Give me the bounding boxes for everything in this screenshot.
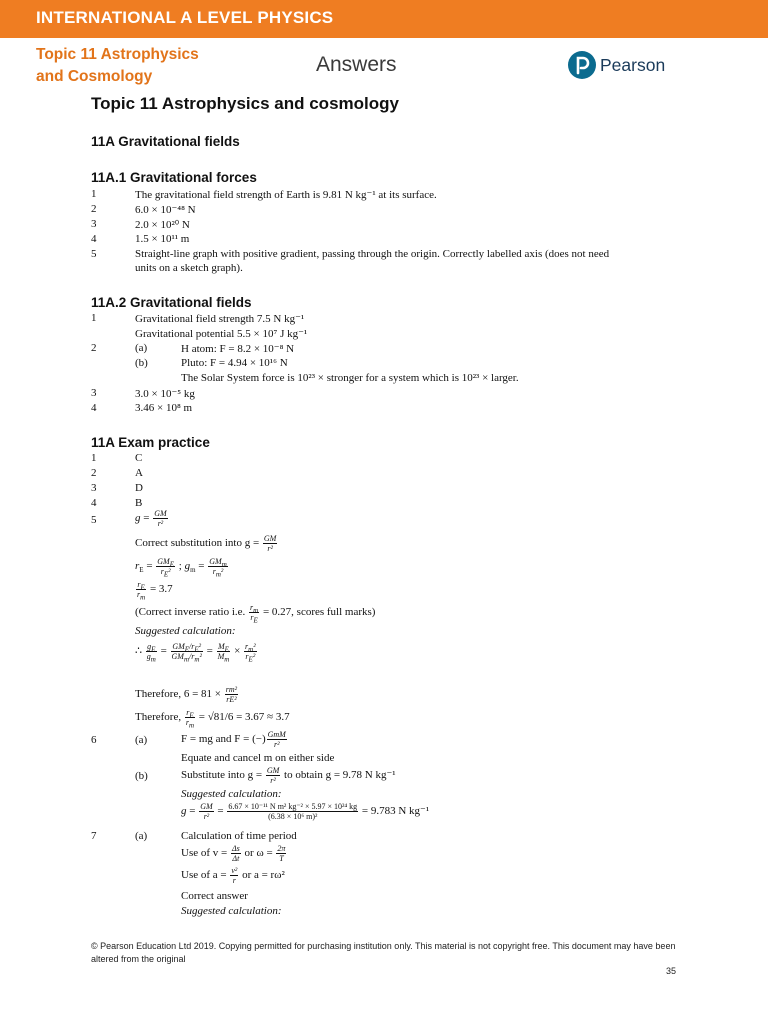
answer-text: Calculation of time period bbox=[181, 830, 297, 842]
topic-heading bbox=[36, 44, 199, 88]
therefore-line-1: Therefore, 6 = 81 × $\frac{\text{rm²}}{\text{rE²}}$ bbox=[135, 685, 238, 704]
item-number: 5 bbox=[91, 514, 97, 526]
item-number: 1 bbox=[91, 188, 97, 200]
item-number: 4 bbox=[91, 402, 97, 414]
publisher-name: Pearson bbox=[600, 54, 666, 75]
item-number: 4 bbox=[91, 497, 97, 509]
answer-text: H atom: F = 8.2 × 10⁻⁸ N bbox=[181, 343, 295, 355]
answer-text: Gravitational potential 5.5 × 10⁷ J kg⁻¹ bbox=[135, 328, 308, 340]
item-number: 1 bbox=[91, 452, 97, 464]
item-number: 1 bbox=[91, 312, 97, 324]
answer-text: Pluto: F = 4.94 × 10¹⁶ N bbox=[181, 357, 288, 369]
answer-text: 2.0 × 10²⁰ N bbox=[135, 219, 190, 231]
answer-text: A bbox=[135, 467, 143, 479]
section-heading: 11A Gravitational fields bbox=[91, 134, 240, 149]
item-number: 3 bbox=[91, 482, 97, 494]
answer-text: B bbox=[135, 497, 143, 509]
answers-label: Answers bbox=[316, 53, 397, 76]
answer-note: The Solar System force is 10²³ × stronger for a system which is 10²³ × larger. bbox=[181, 372, 519, 384]
suggested-calc-label: Suggested calculation: bbox=[181, 788, 282, 800]
answer-text: 1.5 × 10¹¹ m bbox=[135, 233, 190, 245]
suggested-calc-label: Suggested calculation: bbox=[181, 905, 282, 917]
answer-text: Gravitational field strength 7.5 N kg⁻¹ bbox=[135, 313, 305, 325]
equation-g: g = $\frac{GM}{\text{r²}}$ bbox=[135, 509, 167, 528]
item-number: 2 bbox=[91, 467, 97, 479]
pearson-brand bbox=[568, 51, 665, 79]
subsection-heading-11a1: 11A.1 Gravitational forces bbox=[91, 170, 257, 185]
copyright-footer: © Pearson Education Ltd 2019. Copying permitted for purchasing institution only. This material is not copyright free. This document may have been altered from the original bbox=[91, 941, 676, 964]
item-number: 2 bbox=[91, 342, 97, 354]
equation-q6a: F = mg and F = (−) $\frac{\text{GmM}}{\text{r²}}$ bbox=[181, 730, 286, 749]
equation-q6b-calc: g = $\frac{GM}{\text{r²}}$ = $\frac{\text{6.67 × 10⁻¹¹ N m² kg⁻² × 5.97 × 10²⁴ kg}}{\text{(6.38 × 10⁶ m)²}}$ = 9.783 N kg⁻¹ bbox=[181, 802, 430, 821]
part-label: (b) bbox=[135, 357, 148, 369]
equation-radius-ratio: $\frac{r_E}{r_m}$ = 3.7 bbox=[137, 580, 173, 602]
subsection-heading-exam: 11A Exam practice bbox=[91, 435, 210, 450]
answer-text: Equate and cancel m on either side bbox=[181, 752, 335, 764]
header-band bbox=[0, 0, 768, 38]
topic-heading-line1: Topic 11 Astrophysics bbox=[36, 46, 199, 63]
answer-text: 3.46 × 10⁸ m bbox=[135, 402, 193, 414]
part-label: (a) bbox=[135, 342, 148, 354]
item-number: 4 bbox=[91, 233, 97, 245]
equation-derivation: ∴ $\frac{g_E}{g_m}$ = $\frac{GM_E/r_E^2}{GM_m/r_m^2}$ = $\frac{M_E}{M_m}$ × $\frac{r_m^2}{r_E^2}$ bbox=[135, 642, 256, 664]
equation-q7-accel: Use of a = $\frac{\text{v²}}{r}$ or a = rω² bbox=[181, 866, 285, 885]
part-label: (a) bbox=[135, 734, 148, 746]
pearson-logo-icon bbox=[568, 51, 596, 79]
part-label: (b) bbox=[135, 770, 148, 782]
item-number: 3 bbox=[91, 387, 97, 399]
item-number: 5 bbox=[91, 248, 97, 260]
answer-text: The gravitational field strength of Earth is 9.81 N kg⁻¹ at its surface. bbox=[135, 189, 437, 201]
topic-heading-line2: and Cosmology bbox=[36, 68, 153, 85]
inverse-ratio-note: (Correct inverse ratio i.e. $\frac{r_m}{r_E}$ = 0.27, scores full marks) bbox=[135, 603, 376, 625]
item-number: 3 bbox=[91, 218, 97, 230]
item-number: 2 bbox=[91, 203, 97, 215]
answer-text: 6.0 × 10⁻⁴⁸ N bbox=[135, 204, 196, 216]
page-title: Topic 11 Astrophysics and cosmology bbox=[91, 94, 399, 113]
item-number: 6 bbox=[91, 734, 97, 746]
item-number: 7 bbox=[91, 830, 97, 842]
subsection-heading-11a2: 11A.2 Gravitational fields bbox=[91, 295, 252, 310]
equation-q6b: Substitute into g = $\frac{GM}{\text{r²}}$ to obtain g = 9.78 N kg⁻¹ bbox=[181, 766, 396, 785]
equation-q7-velocity: Use of v = $\frac{\Delta s}{\Delta t}$ or ω = $\frac{2\pi}{T}$ bbox=[181, 844, 286, 863]
answer-text: 3.0 × 10⁻⁵ kg bbox=[135, 388, 195, 400]
answer-text: C bbox=[135, 452, 143, 464]
series-title: INTERNATIONAL A LEVEL PHYSICS bbox=[36, 8, 334, 27]
part-label: (a) bbox=[135, 830, 148, 842]
answer-text: Correct answer bbox=[181, 890, 248, 902]
therefore-line-2: Therefore, $\frac{r_E}{r_m}$ = √81/6 = 3.67 ≈ 3.7 bbox=[135, 708, 290, 730]
answer-text: D bbox=[135, 482, 143, 494]
equation-ratio: $r_E$ = $\frac{GM_E}{r_E^2}$ ; $g_m$ = $\frac{GM_m}{r_m^2}$ bbox=[135, 557, 227, 579]
equation-substitution: Correct substitution into g = $\frac{GM}{\text{r²}}$ bbox=[135, 534, 277, 553]
suggested-calc-label: Suggested calculation: bbox=[135, 625, 236, 637]
answer-text: Straight-line graph with positive gradient, passing through the origin. Correctly labelled axis (does not need bbox=[135, 248, 610, 260]
answer-text-continued: units on a sketch graph). bbox=[135, 262, 243, 274]
page-number: 35 bbox=[666, 966, 677, 976]
